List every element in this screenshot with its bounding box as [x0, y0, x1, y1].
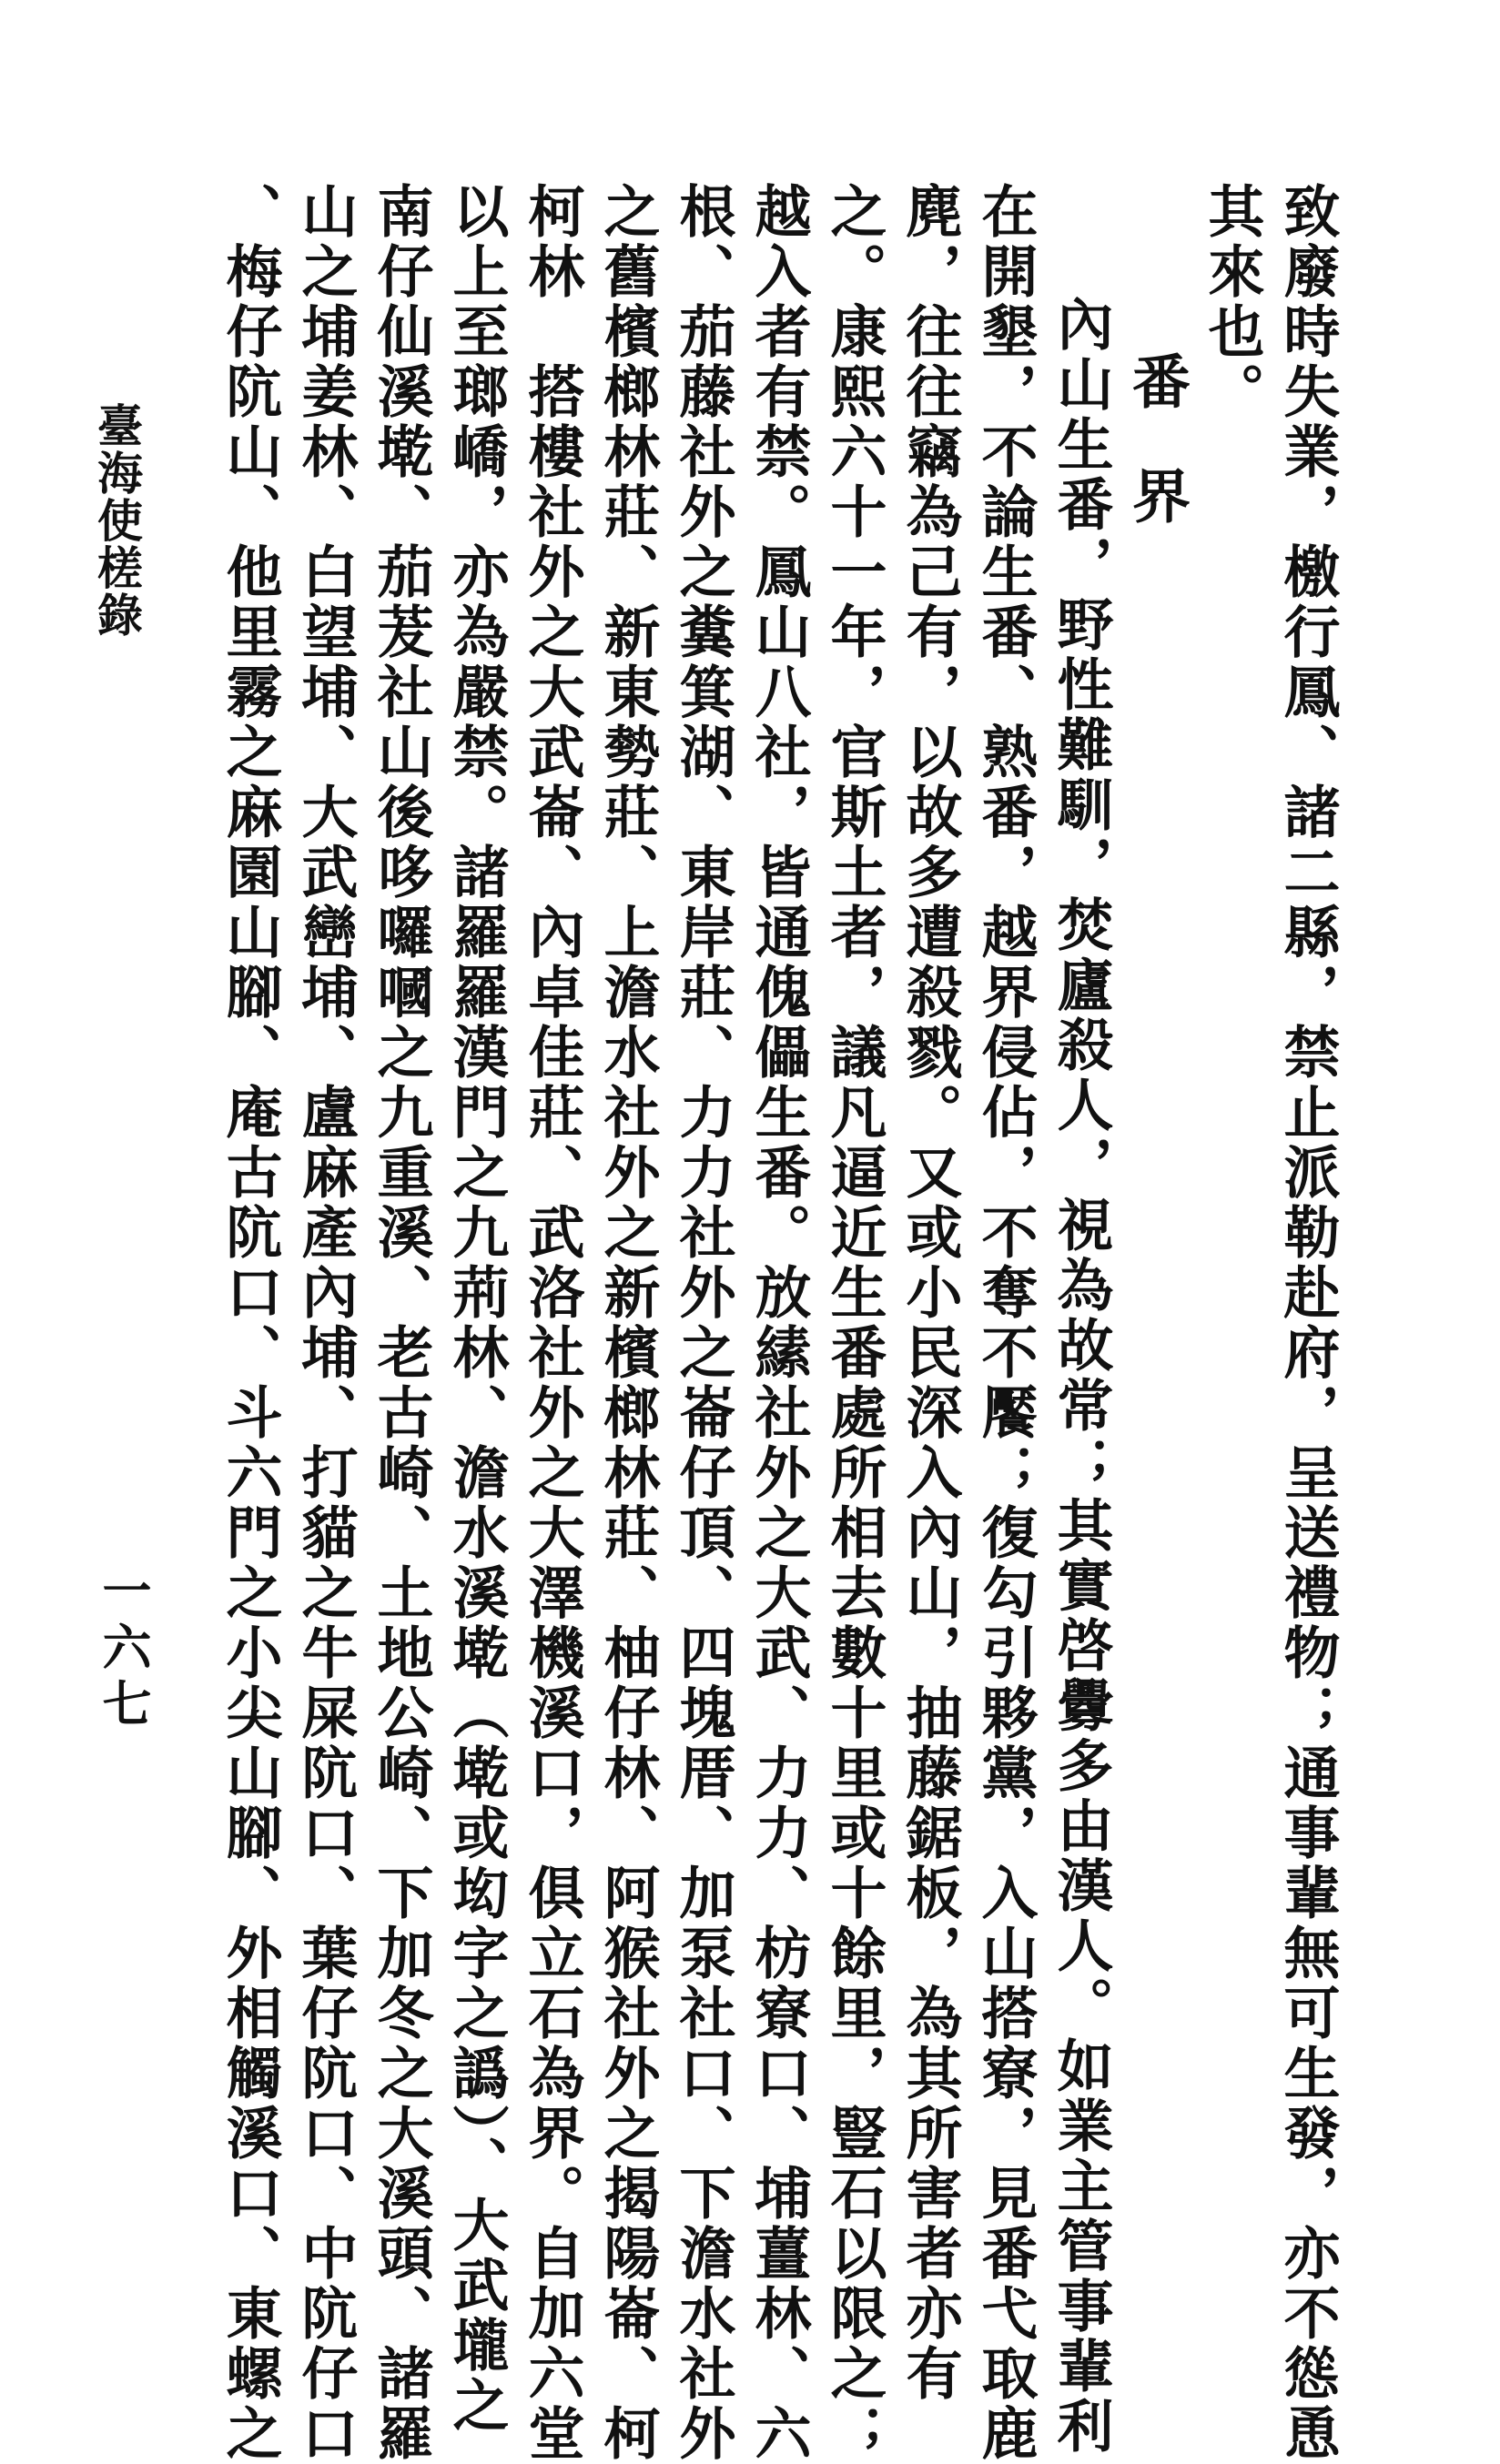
text-column: 在開墾，不論生番、熟番，越界侵佔，不奪不饜；復勾引夥黨，入山搭寮，見番弋取鹿 [972, 182, 1039, 2464]
text-column: 之。康熙六十一年，官斯土者，議凡逼近生番處所相去數十里或十餘里，豎石以限之； [821, 182, 887, 2464]
text-column: 越入者有禁。鳳山八社，皆通傀儡生番。放縤社外之大武、力力、枋寮口、埔薑林、六 [745, 182, 812, 2464]
section-title: 番界 [1122, 351, 1191, 581]
body-text [212, 182, 1345, 2464]
text-column: 根、茄藤社外之糞箕湖、東岸莊、力力社外之崙仔頂、四塊厝、加泵社口、下澹水社外 [670, 182, 736, 2464]
text-column: 南仔仙溪墘、茄茇社山後哆囉嘓之九重溪、老古崎、土地公崎、下加冬之大溪頭、諸羅 [368, 182, 434, 2464]
text-column: 之舊檳榔林莊、新東勢莊、上澹水社外之新檳榔林莊、柚仔林、阿猴社外之揭陽崙、柯 [594, 182, 661, 2464]
text-column: 麂，往往竊為己有，以故多遭殺戮。又或小民深入內山，抽藤鋸板，為其所害者亦有 [897, 182, 963, 2404]
text-column: 柯林 搭樓社外之大武崙、內卓佳莊、武洛社外之大澤機溪口，俱立石為界。自加六堂 [519, 182, 585, 2464]
text-column: 致廢時失業，檄行鳳、諸二縣，禁止派勒赴府，呈送禮物；通事輩無可生發，亦不慫恿 [1274, 182, 1341, 2464]
text-column: 山之埔姜林、白望埔、大武巒埔、盧麻產內埔、打貓之牛屎阬口、葉仔阬口、中阬仔口 [292, 182, 359, 2464]
book-title: 臺海使槎錄 [90, 402, 144, 639]
text-column: 內山生番，野性難馴，焚廬殺人，視為故常；其實啓釁多由漢人。如業主管事輩利 [1048, 295, 1114, 2457]
text-column: 其來也。 [1199, 182, 1265, 422]
page-number: 一六七 [95, 1565, 153, 1734]
text-column: 、梅仔阬山、他里霧之麻園山腳、庵古阬口、斗六門之小尖山腳、外相觸溪口、東螺之 [217, 182, 283, 2464]
text-column: 以上至瑯嶠，亦為嚴禁。諸羅羅漢門之九荊林、澹水溪墘（墘或㘭字之譌）、大武壠之 [443, 182, 510, 2436]
